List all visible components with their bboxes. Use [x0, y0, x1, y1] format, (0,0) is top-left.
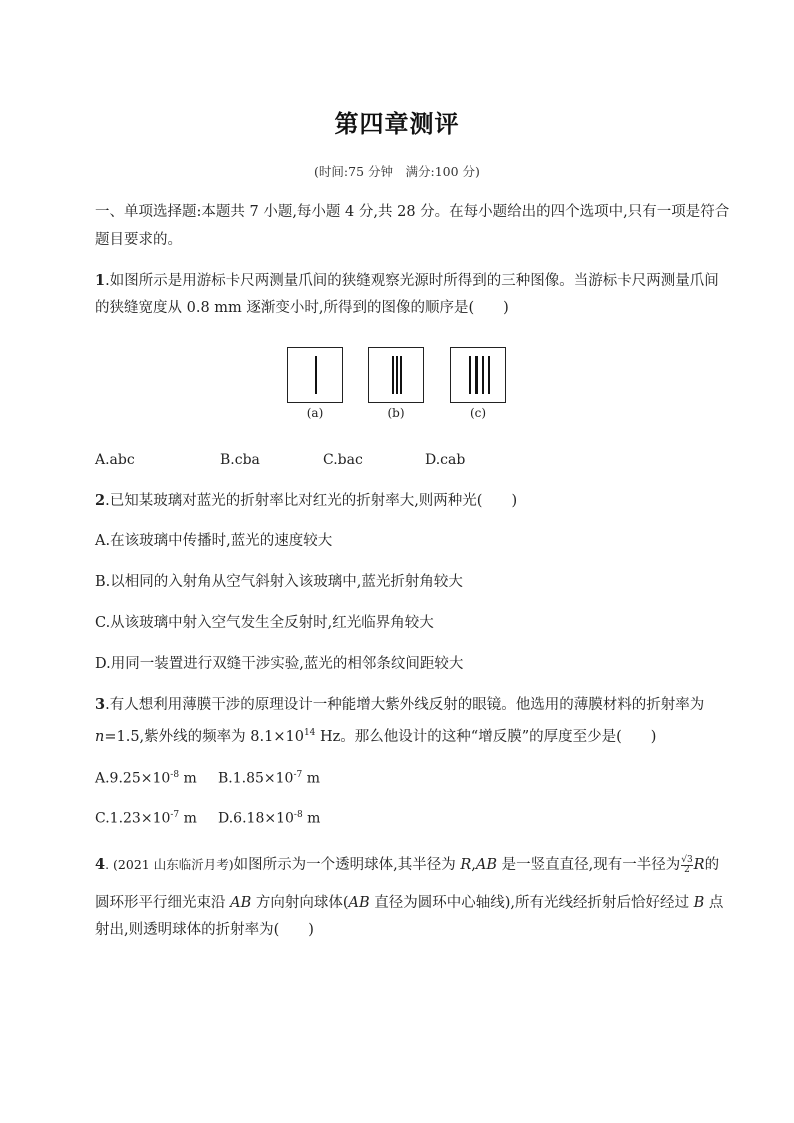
option-value: C.1.23×10	[95, 810, 171, 827]
question-text: .有人想利用薄膜干涉的原理设计一种能增大紫外线反射的眼镜。他选用的薄膜材料的折射率为	[105, 697, 705, 713]
fraction-denominator: 2	[684, 864, 690, 875]
question-text: .如图所示是用游标卡尺两测量爪间的狭缝观察光源时所得到的三种图像。当游标卡尺两测量爪间	[105, 273, 719, 289]
question-number: 3	[95, 696, 106, 713]
question-source: . (2021 山东临沂月考)	[105, 857, 234, 872]
option-c	[95, 805, 197, 829]
unit: m	[179, 770, 197, 787]
variable: AB	[475, 857, 497, 873]
exam-info: (时间:75 分钟 满分:100 分)	[314, 164, 480, 179]
option-d: D.cab	[425, 452, 466, 468]
figure-c-label: (c)	[469, 406, 487, 420]
question-number: 2	[95, 492, 106, 509]
question-text: 是一竖直直径,现有一半径为	[496, 857, 681, 873]
option-value: D.6.18×10	[218, 810, 294, 827]
option-value: A.9.25×10	[95, 770, 171, 787]
fringe-line	[469, 356, 471, 394]
unit: m	[302, 810, 321, 827]
question-text: =1.5,紫外线的频率为 8.1×10	[104, 728, 304, 745]
figure-c	[450, 347, 506, 403]
option-b: B.cba	[220, 452, 260, 468]
option-b: B.以相同的入射角从空气斜射入该玻璃中,蓝光折射角较大	[95, 574, 463, 590]
option-b	[218, 765, 320, 789]
variable: R	[693, 857, 705, 873]
question-text: 如图所示为一个透明球体,其半径为	[233, 857, 461, 873]
question-number: 4	[95, 856, 106, 873]
fraction-numerator: √3	[681, 854, 693, 865]
exponent: 14	[303, 728, 316, 738]
option-d	[218, 805, 320, 829]
variable: R	[460, 857, 472, 873]
question-text: 圆环形平行细光束沿	[95, 895, 231, 911]
question-number: 1	[95, 272, 106, 289]
figure-a	[287, 347, 343, 403]
variable: B	[693, 895, 705, 911]
option-a: A.在该玻璃中传播时,蓝光的速度较大	[95, 533, 333, 549]
variable: n	[95, 728, 105, 745]
section-heading-line2: 题目要求的。	[95, 232, 182, 248]
figure-b-label: (b)	[387, 406, 405, 420]
question-text: .已知某玻璃对蓝光的折射率比对红光的折射率大,则两种光( )	[105, 493, 518, 509]
exponent: -7	[293, 770, 303, 780]
unit: m	[302, 770, 320, 787]
question-4-line1	[95, 855, 719, 875]
exponent: -8	[293, 810, 303, 820]
fringe-line	[396, 356, 398, 394]
question-1-line1	[95, 271, 719, 291]
question-text: 的	[704, 857, 720, 873]
question-4-line2	[95, 893, 723, 913]
figure-b	[368, 347, 424, 403]
question-2-stem	[95, 491, 517, 511]
question-3-line1	[95, 695, 704, 715]
question-3-line2	[95, 723, 656, 747]
question-text: 直径为圆环中心轴线),所有光线经折射后恰好经过	[369, 895, 694, 911]
fringe-line	[475, 356, 478, 394]
option-a	[95, 765, 197, 789]
question-text: 点	[704, 895, 724, 911]
variable: AB	[230, 895, 252, 911]
option-c: C.从该玻璃中射入空气发生全反射时,红光临界角较大	[95, 615, 434, 631]
option-c: C.bac	[323, 452, 363, 468]
question-1-line2: 的狭缝宽度从 0.8 mm 逐渐变小时,所得到的图像的顺序是( )	[95, 300, 509, 316]
exponent: -7	[170, 810, 180, 820]
option-value: B.1.85×10	[218, 770, 294, 787]
question-text: 方向射向球体(	[251, 895, 349, 911]
section-heading-line1: 一、单项选择题:本题共 7 小题,每小题 4 分,共 28 分。在每小题给出的四个选项中,只有一项是符合	[95, 204, 730, 220]
fringe-line	[400, 356, 402, 394]
unit: m	[179, 810, 197, 827]
option-d: D.用同一装置进行双缝干涉实验,蓝光的相邻条纹间距较大	[95, 656, 464, 672]
fringe-line	[315, 356, 317, 394]
question-text: ,	[471, 857, 476, 873]
fringe-line	[482, 356, 484, 394]
fringe-line	[392, 356, 394, 394]
page-title: 第四章测评	[334, 110, 460, 138]
fringe-line	[488, 356, 490, 394]
option-a: A.abc	[95, 452, 135, 468]
fraction	[681, 856, 692, 875]
question-4-line3: 射出,则透明球体的折射率为( )	[95, 922, 314, 938]
figure-a-label: (a)	[306, 406, 324, 420]
question-text: Hz。那么他设计的这种“增反膜”的厚度至少是( )	[315, 728, 657, 745]
variable: AB	[348, 895, 370, 911]
exponent: -8	[170, 770, 180, 780]
